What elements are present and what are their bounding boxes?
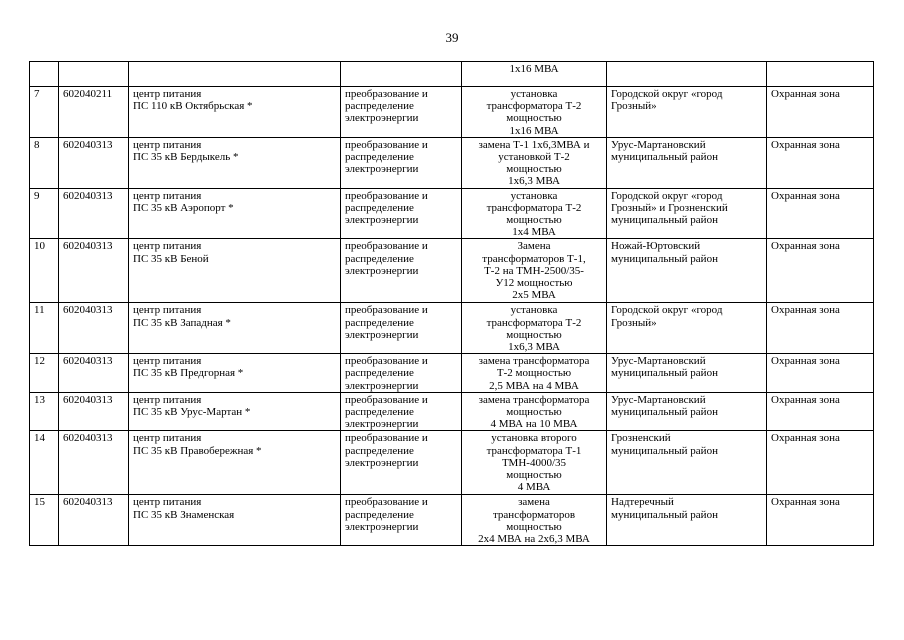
cell-num: 15: [30, 495, 59, 546]
cell-num: 13: [30, 392, 59, 431]
cell-code: 602040313: [59, 137, 129, 188]
cell-zone: Охранная зона: [767, 87, 874, 138]
cell-work: установка трансформатора Т-2 мощностью 1х16 МВА: [462, 87, 607, 138]
cell-zone: Охранная зона: [767, 392, 874, 431]
cell-code: 602040313: [59, 239, 129, 303]
cell-code: [59, 62, 129, 87]
table-row: [30, 392, 874, 431]
cell-purpose: [341, 62, 462, 87]
cell-num: [30, 62, 59, 87]
cell-num: 10: [30, 239, 59, 303]
cell-name: центр питания ПС 35 кВ Знаменская: [129, 495, 341, 546]
cell-num: 7: [30, 87, 59, 138]
table-row: [30, 87, 874, 138]
cell-location: Урус-Мартановский муниципальный район: [607, 354, 767, 393]
cell-name: центр питания ПС 35 кВ Аэропорт *: [129, 188, 341, 239]
cell-zone: Охранная зона: [767, 354, 874, 393]
table-row: [30, 495, 874, 546]
cell-num: 14: [30, 431, 59, 495]
cell-name: центр питания ПС 35 кВ Западная *: [129, 303, 341, 354]
cell-location: Городской округ «город Грозный» и Грозненский муниципальный район: [607, 188, 767, 239]
cell-zone: Охранная зона: [767, 239, 874, 303]
cell-code: 602040313: [59, 188, 129, 239]
cell-location: Надтеречный муниципальный район: [607, 495, 767, 546]
cell-code: 602040313: [59, 431, 129, 495]
cell-num: 12: [30, 354, 59, 393]
cell-code: 602040313: [59, 392, 129, 431]
cell-location: Урус-Мартановский муниципальный район: [607, 392, 767, 431]
cell-num: 11: [30, 303, 59, 354]
cell-zone: Охранная зона: [767, 495, 874, 546]
cell-name: центр питания ПС 35 кВ Урус-Мартан *: [129, 392, 341, 431]
cell-purpose: преобразование и распределение электроэнергии: [341, 392, 462, 431]
cell-zone: Охранная зона: [767, 303, 874, 354]
cell-name: центр питания ПС 35 кВ Беной: [129, 239, 341, 303]
cell-work: замена трансформаторов мощностью 2х4 МВА на 2х6,3 МВА: [462, 495, 607, 546]
cell-zone: Охранная зона: [767, 137, 874, 188]
cell-work: замена трансформатора Т-2 мощностью 2,5 МВА на 4 МВА: [462, 354, 607, 393]
cell-code: 602040313: [59, 354, 129, 393]
cell-purpose: преобразование и распределение электроэнергии: [341, 303, 462, 354]
table-row: [30, 188, 874, 239]
cell-num: 9: [30, 188, 59, 239]
cell-purpose: преобразование и распределение электроэнергии: [341, 431, 462, 495]
cell-location: Городской округ «город Грозный»: [607, 87, 767, 138]
cell-work: 1х16 МВА: [462, 62, 607, 87]
cell-work: установка трансформатора Т-2 мощностью 1х6,3 МВА: [462, 303, 607, 354]
cell-name: центр питания ПС 35 кВ Правобережная *: [129, 431, 341, 495]
cell-num: 8: [30, 137, 59, 188]
cell-location: Грозненский муниципальный район: [607, 431, 767, 495]
cell-work: Замена трансформаторов Т-1, Т-2 на ТМН-2500/35- У12 мощностью 2х5 МВА: [462, 239, 607, 303]
table-row: [30, 137, 874, 188]
table-body: [30, 62, 874, 546]
cell-purpose: преобразование и распределение электроэнергии: [341, 354, 462, 393]
cell-code: 602040313: [59, 495, 129, 546]
cell-work: замена трансформатора мощностью 4 МВА на 10 МВА: [462, 392, 607, 431]
cell-zone: Охранная зона: [767, 188, 874, 239]
facilities-table: [29, 61, 874, 546]
cell-work: установка трансформатора Т-2 мощностью 1х4 МВА: [462, 188, 607, 239]
cell-work: установка второго трансформатора Т-1 ТМН-4000/35 мощностью 4 МВА: [462, 431, 607, 495]
cell-purpose: преобразование и распределение электроэнергии: [341, 87, 462, 138]
cell-name: центр питания ПС 35 кВ Предгорная *: [129, 354, 341, 393]
cell-purpose: преобразование и распределение электроэнергии: [341, 188, 462, 239]
cell-zone: [767, 62, 874, 87]
cell-location: Ножай-Юртовский муниципальный район: [607, 239, 767, 303]
table-row: [30, 303, 874, 354]
table-row: [30, 239, 874, 303]
page-number: 39: [445, 30, 459, 45]
table-row: [30, 431, 874, 495]
cell-name: центр питания ПС 110 кВ Октябрьская *: [129, 87, 341, 138]
continuation-row: [30, 62, 874, 87]
cell-purpose: преобразование и распределение электроэнергии: [341, 137, 462, 188]
cell-code: 602040211: [59, 87, 129, 138]
cell-code: 602040313: [59, 303, 129, 354]
cell-purpose: преобразование и распределение электроэнергии: [341, 239, 462, 303]
cell-work: замена Т-1 1х6,3МВА и установкой Т-2 мощностью 1х6,3 МВА: [462, 137, 607, 188]
cell-zone: Охранная зона: [767, 431, 874, 495]
cell-name: центр питания ПС 35 кВ Бердыкель *: [129, 137, 341, 188]
cell-location: Урус-Мартановский муниципальный район: [607, 137, 767, 188]
cell-location: [607, 62, 767, 87]
cell-purpose: преобразование и распределение электроэнергии: [341, 495, 462, 546]
cell-location: Городской округ «город Грозный»: [607, 303, 767, 354]
table-row: [30, 354, 874, 393]
cell-name: [129, 62, 341, 87]
